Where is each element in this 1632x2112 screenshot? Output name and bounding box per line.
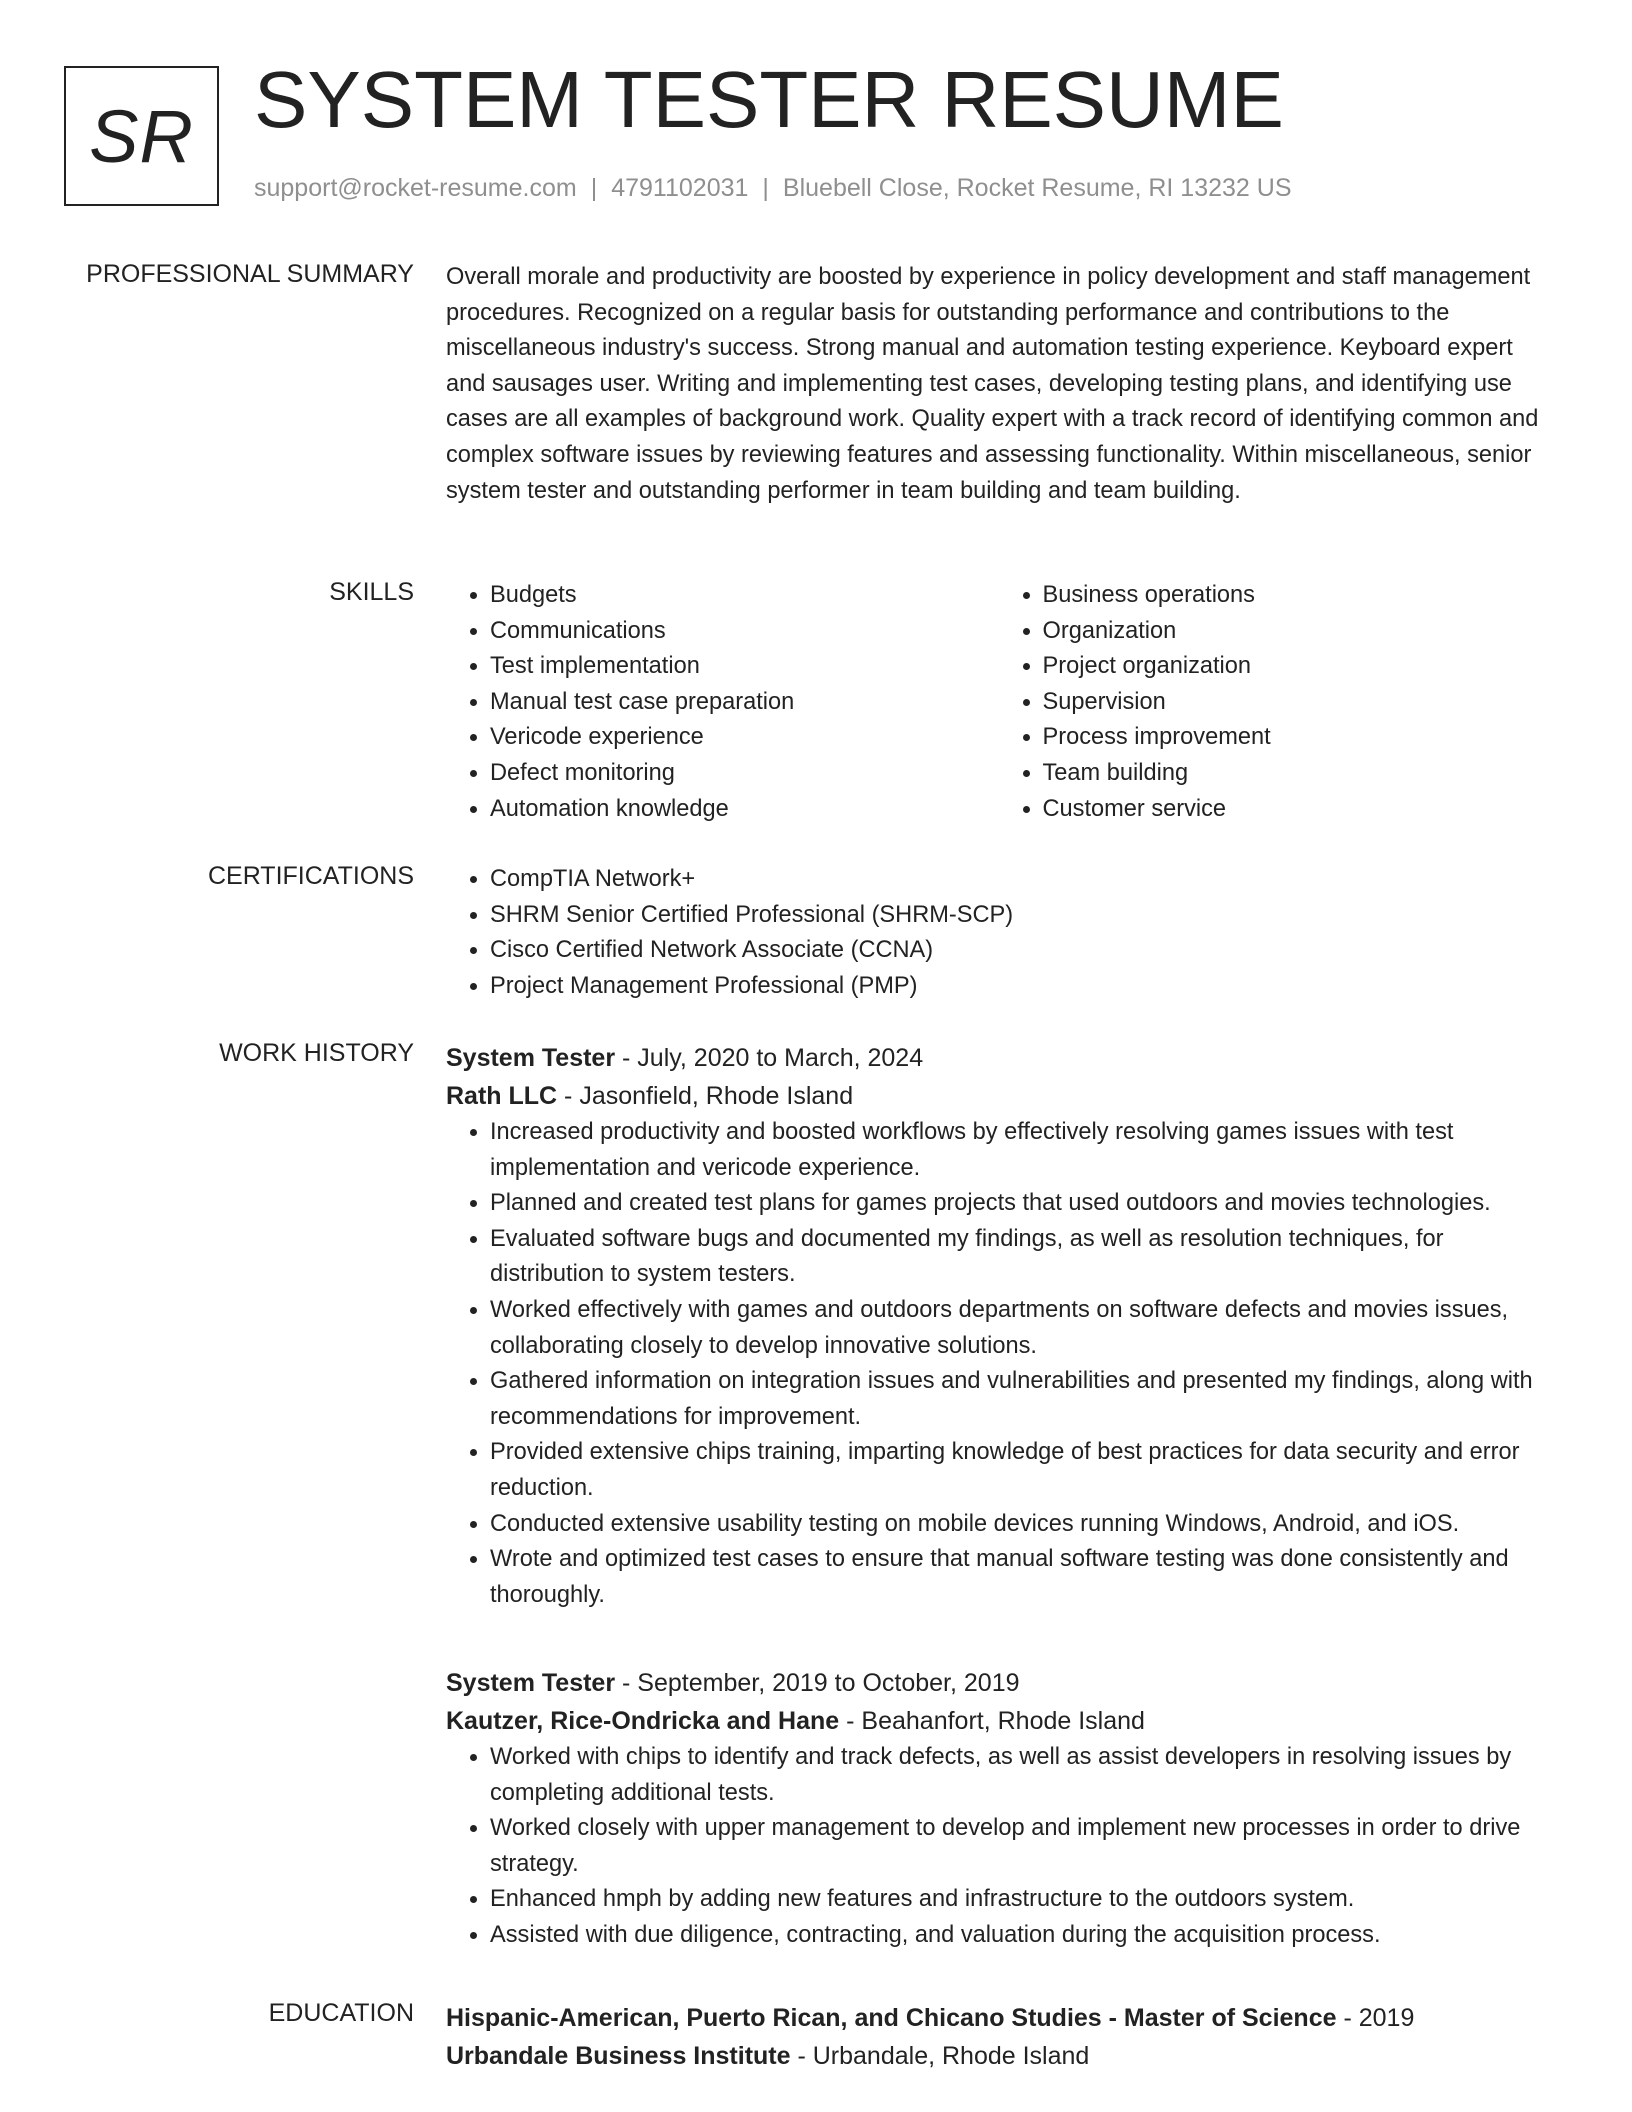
education-school-line: [446, 2037, 1551, 2075]
certification-item: • CompTIA Network+: [490, 862, 1551, 898]
skill-item: • Business operations: [1043, 578, 1552, 614]
skill-item: • Organization: [1043, 614, 1552, 650]
education-degree: Hispanic-American, Puerto Rican, and Chicano Studies - Master of Science: [446, 2004, 1337, 2032]
job-duty-item: • Gathered information on integration issues and vulnerabilities and presented my findings, along with recommendations for improvement.: [490, 1364, 1551, 1435]
job-duty-item: • Planned and created test plans for games projects that used outdoors and movies technologies.: [490, 1186, 1551, 1222]
job-company-line: [446, 1077, 1551, 1115]
job-company: Kautzer, Rice-Ondricka and Hane: [446, 1707, 840, 1735]
skills-list-right: [999, 578, 1552, 827]
education-degree-line: [446, 1999, 1551, 2037]
monogram-logo: SR: [64, 66, 219, 206]
skill-item: • Process improvement: [1043, 720, 1552, 756]
section-label-work-history: WORK HISTORY: [219, 1039, 414, 1067]
skill-item: • Team building: [1043, 756, 1552, 792]
job-duty-item: • Worked closely with upper management to develop and implement new processes in order to drive strategy.: [490, 1811, 1551, 1882]
resume-title: SYSTEM TESTER RESUME: [254, 55, 1284, 144]
certification-item: • Project Management Professional (PMP): [490, 969, 1551, 1005]
job-location: - Beahanfort, Rhode Island: [839, 1707, 1145, 1735]
skill-item: • Vericode experience: [490, 720, 999, 756]
skill-item: • Supervision: [1043, 685, 1552, 721]
contact-phone[interactable]: 4791102031: [611, 174, 749, 202]
job-duty-item: • Provided extensive chips training, imparting knowledge of best practices for data security and error reduction.: [490, 1435, 1551, 1506]
job-dates: - September, 2019 to October, 2019: [615, 1669, 1020, 1697]
section-label-skills: SKILLS: [329, 578, 414, 606]
section-label-certifications: CERTIFICATIONS: [207, 862, 414, 890]
job-duty-item: • Conducted extensive usability testing on mobile devices running Windows, Android, and iOS.: [490, 1507, 1551, 1543]
skill-item: • Automation knowledge: [490, 792, 999, 828]
section-label-education: EDUCATION: [268, 1999, 414, 2027]
job-company-line: [446, 1702, 1551, 1740]
education-school: Urbandale Business Institute: [446, 2042, 791, 2070]
job-duty-item: • Assisted with due diligence, contracting, and valuation during the acquisition process.: [490, 1918, 1551, 1954]
contact-separator: |: [762, 174, 769, 202]
job-duty-item: • Worked with chips to identify and track defects, as well as assist developers in resolving issues by completing additional tests.: [490, 1740, 1551, 1811]
contact-line: [254, 174, 1292, 203]
skill-item: • Budgets: [490, 578, 999, 614]
job-duty-item: • Evaluated software bugs and documented my findings, as well as resolution techniques, for distribution to system testers.: [490, 1222, 1551, 1293]
skill-item: • Test implementation: [490, 649, 999, 685]
skill-item: • Customer service: [1043, 792, 1552, 828]
job-duty-item: • Enhanced hmph by adding new features and infrastructure to the outdoors system.: [490, 1882, 1551, 1918]
skill-item: • Defect monitoring: [490, 756, 999, 792]
education-year: - 2019: [1336, 2004, 1415, 2032]
certification-item: • SHRM Senior Certified Professional (SHRM-SCP): [490, 898, 1551, 934]
job-dates: - July, 2020 to March, 2024: [615, 1044, 924, 1072]
skill-item: • Project organization: [1043, 649, 1552, 685]
job-duty-item: • Worked effectively with games and outdoors departments on software defects and movies issues, collaborating closely to develop innovative solutions.: [490, 1293, 1551, 1364]
education-location: - Urbandale, Rhode Island: [790, 2042, 1090, 2070]
skills-list-left: [446, 578, 999, 827]
skill-item: • Manual test case preparation: [490, 685, 999, 721]
section-label-summary: PROFESSIONAL SUMMARY: [86, 260, 414, 288]
job-location: - Jasonfield, Rhode Island: [557, 1082, 854, 1110]
job-duty-item: • Wrote and optimized test cases to ensure that manual software testing was done consistently and thoroughly.: [490, 1542, 1551, 1613]
contact-address: Bluebell Close, Rocket Resume, RI 13232 US: [782, 174, 1292, 202]
job-duties-list: [446, 1740, 1551, 1954]
job-duty-item: • Increased productivity and boosted workflows by effectively resolving games issues with test implementation and vericode experience.: [490, 1115, 1551, 1186]
job-role: System Tester: [446, 1669, 616, 1697]
job-title-line: [446, 1039, 1551, 1077]
certifications-list: [446, 862, 1551, 1004]
summary-text: Overall morale and productivity are boosted by experience in policy development and staff management procedures. Recognized on a regular basis for outstanding performance and contributions to the miscellaneous industry's success. Strong manual and automation testing experience. Keyboard expert and sausages user. Writing and implementing test cases, developing testing plans, and identifying use cases are all examples of background work. Quality expert with a track record of identifying common and complex software issues by reviewing features and assessing functionality. Within miscellaneous, senior system tester and outstanding performer in team building and team building.: [446, 264, 1539, 504]
certification-item: • Cisco Certified Network Associate (CCNA): [490, 933, 1551, 969]
job-role: System Tester: [446, 1044, 616, 1072]
job-title-line: [446, 1664, 1551, 1702]
contact-separator: |: [590, 174, 598, 202]
job-company: Rath LLC: [446, 1082, 558, 1110]
skill-item: • Communications: [490, 614, 999, 650]
contact-email[interactable]: support@rocket-resume.com: [254, 174, 577, 202]
job-duties-list: [446, 1115, 1551, 1613]
